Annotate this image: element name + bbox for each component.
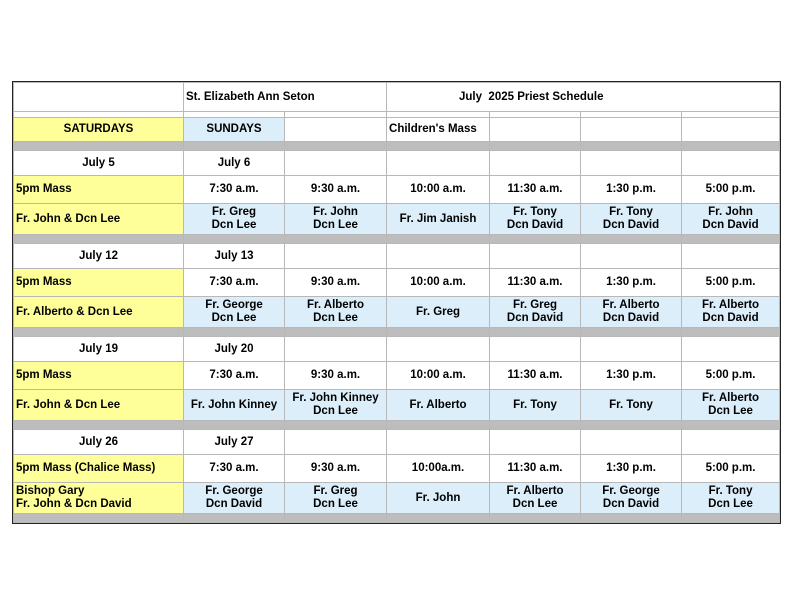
mass-time: 10:00 a.m. (387, 362, 490, 390)
sunday-priest (682, 390, 780, 421)
cell-line: Dcn David (702, 312, 759, 324)
mass-time-row (14, 269, 780, 297)
mass-time: 1:30 p.m. (581, 455, 682, 483)
mass-time: 9:30 a.m. (285, 455, 387, 483)
cell-line: Dcn David (506, 219, 564, 231)
header-row (14, 118, 780, 142)
mass-time: 9:30 a.m. (285, 362, 387, 390)
separator-row (14, 421, 780, 430)
sunday-priest (285, 390, 387, 421)
saturday-date: July 19 (14, 337, 184, 362)
sunday-priest (581, 297, 682, 328)
cell-line: Dcn David (602, 219, 660, 231)
sunday-priest (490, 204, 581, 235)
sunday-priest (581, 204, 682, 235)
cell-line: Dcn David (506, 312, 564, 324)
cell-line: Dcn Lee (708, 498, 753, 510)
mass-time-row (14, 455, 780, 483)
sunday-date: July 6 (184, 151, 285, 176)
cell-line: Dcn Lee (313, 219, 358, 231)
parish-name: St. Elizabeth Ann Seton (184, 83, 387, 112)
cell-line: Fr. George (205, 299, 263, 311)
mass-time: 10:00a.m. (387, 455, 490, 483)
saturday-priest (14, 483, 184, 514)
cell-line: Fr. George (205, 485, 263, 497)
sunday-priest (184, 390, 285, 421)
mass-time: 1:30 p.m. (581, 269, 682, 297)
sunday-priest (184, 204, 285, 235)
saturday-mass-label: 5pm Mass (14, 362, 184, 390)
mass-time: 11:30 a.m. (490, 269, 581, 297)
cell-line: Dcn David (602, 498, 660, 510)
cell-line: Fr. Jim Janish (399, 212, 477, 225)
cell-line: Fr. John & Dcn Lee (16, 212, 121, 225)
cell-line: Bishop Gary (16, 485, 85, 497)
cell-line: Fr. John Kinney (190, 398, 278, 411)
mass-time: 7:30 a.m. (184, 455, 285, 483)
sunday-priest (581, 483, 682, 514)
priest-row (14, 297, 780, 328)
mass-time: 5:00 p.m. (682, 176, 780, 204)
cell-line: Fr. Greg (313, 485, 358, 497)
cell-line: Dcn Lee (512, 498, 558, 510)
mass-time: 5:00 p.m. (682, 362, 780, 390)
schedule-title (387, 83, 780, 112)
cell-line: Fr. Alberto (306, 299, 365, 311)
sunday-date: July 20 (184, 337, 285, 362)
date-row (14, 430, 780, 455)
mass-time: 7:30 a.m. (184, 362, 285, 390)
cell-line: Dcn Lee (708, 405, 753, 417)
separator-row (14, 235, 780, 244)
sunday-priest (490, 390, 581, 421)
sunday-priest (387, 297, 490, 328)
mass-time: 11:30 a.m. (490, 176, 581, 204)
sunday-priest (184, 483, 285, 514)
cell-line: Fr. Tony (708, 485, 753, 497)
saturday-date: July 26 (14, 430, 184, 455)
mass-time: 5:00 p.m. (682, 455, 780, 483)
title-row (14, 83, 780, 112)
cell-line: Fr. Tony (609, 398, 653, 411)
cell-line: Fr. John & Dcn David (16, 498, 132, 510)
cell-line: Dcn Lee (313, 312, 358, 324)
priest-row (14, 204, 780, 235)
mass-time: 10:00 a.m. (387, 176, 490, 204)
separator-row (14, 142, 780, 151)
sunday-priest (682, 297, 780, 328)
sunday-priest (285, 483, 387, 514)
cell-line: Fr. John (313, 206, 358, 218)
cell-line: Fr. John (708, 206, 753, 218)
mass-time: 7:30 a.m. (184, 176, 285, 204)
schedule-title-text: 2025 Priest Schedule (488, 90, 604, 103)
saturday-priest (14, 390, 184, 421)
sunday-priest (184, 297, 285, 328)
cell-line: Dcn Lee (313, 405, 358, 417)
sunday-priest (682, 483, 780, 514)
separator-row (14, 514, 780, 523)
cell-line: Fr. Tony (513, 398, 557, 411)
cell-line: Fr. Tony (609, 206, 653, 218)
title-blank-cell (14, 83, 184, 112)
mass-time: 1:30 p.m. (581, 176, 682, 204)
sunday-priest (387, 390, 490, 421)
saturday-priest (14, 204, 184, 235)
cell-line: Fr. Alberto (409, 398, 467, 411)
separator-row (14, 328, 780, 337)
cell-line: Dcn Lee (211, 312, 257, 324)
cell-line: Dcn David (205, 498, 263, 510)
date-row (14, 337, 780, 362)
header-blank-cell (285, 118, 387, 142)
sunday-priest (387, 204, 490, 235)
sunday-date: July 13 (184, 244, 285, 269)
cell-line: Dcn Lee (313, 498, 358, 510)
priest-row (14, 483, 780, 514)
cell-line: Fr. Alberto & Dcn Lee (16, 305, 133, 318)
sunday-priest (581, 390, 682, 421)
saturday-date: July 12 (14, 244, 184, 269)
mass-time: 1:30 p.m. (581, 362, 682, 390)
sundays-header: SUNDAYS (184, 118, 285, 142)
date-row (14, 244, 780, 269)
cell-line: Fr. Alberto (701, 392, 760, 404)
saturday-mass-label: 5pm Mass (Chalice Mass) (14, 455, 184, 483)
saturday-priest (14, 297, 184, 328)
cell-line: Fr. John Kinney (292, 392, 379, 404)
sunday-priest (490, 297, 581, 328)
saturday-mass-label: 5pm Mass (14, 269, 184, 297)
sunday-priest (285, 204, 387, 235)
cell-line: Fr. John (415, 491, 461, 504)
cell-line: Fr. John & Dcn Lee (16, 398, 121, 411)
priest-schedule-table (13, 82, 780, 523)
sunday-priest (490, 483, 581, 514)
date-row (14, 151, 780, 176)
mass-time-row (14, 176, 780, 204)
mass-time: 9:30 a.m. (285, 176, 387, 204)
cell-line: Fr. Greg (415, 305, 461, 318)
cell-line: Fr. Greg (512, 299, 558, 311)
saturday-mass-label: 5pm Mass (14, 176, 184, 204)
sunday-date: July 27 (184, 430, 285, 455)
mass-time: 10:00 a.m. (387, 269, 490, 297)
sunday-priest (387, 483, 490, 514)
mass-time: 7:30 a.m. (184, 269, 285, 297)
sunday-priest (285, 297, 387, 328)
cell-line: Fr. Tony (513, 206, 557, 218)
cell-line: Fr. Alberto (602, 299, 660, 311)
cell-line: Fr. Greg (211, 206, 257, 218)
mass-time: 11:30 a.m. (490, 455, 581, 483)
cell-line: Dcn Lee (211, 219, 257, 231)
cell-line: Dcn David (602, 312, 660, 324)
cell-line: Fr. George (602, 485, 660, 497)
cell-line: Dcn David (702, 219, 759, 231)
mass-time: 9:30 a.m. (285, 269, 387, 297)
saturday-date: July 5 (14, 151, 184, 176)
mass-time: 11:30 a.m. (490, 362, 581, 390)
mass-time: 5:00 p.m. (682, 269, 780, 297)
saturdays-header: SATURDAYS (14, 118, 184, 142)
cell-line: Fr. Alberto (506, 485, 564, 497)
mass-time-row (14, 362, 780, 390)
schedule-month: July (459, 90, 483, 103)
childrens-mass-header: Children's Mass (387, 118, 490, 142)
priest-row (14, 390, 780, 421)
cell-line: Fr. Alberto (701, 299, 760, 311)
sunday-priest (682, 204, 780, 235)
